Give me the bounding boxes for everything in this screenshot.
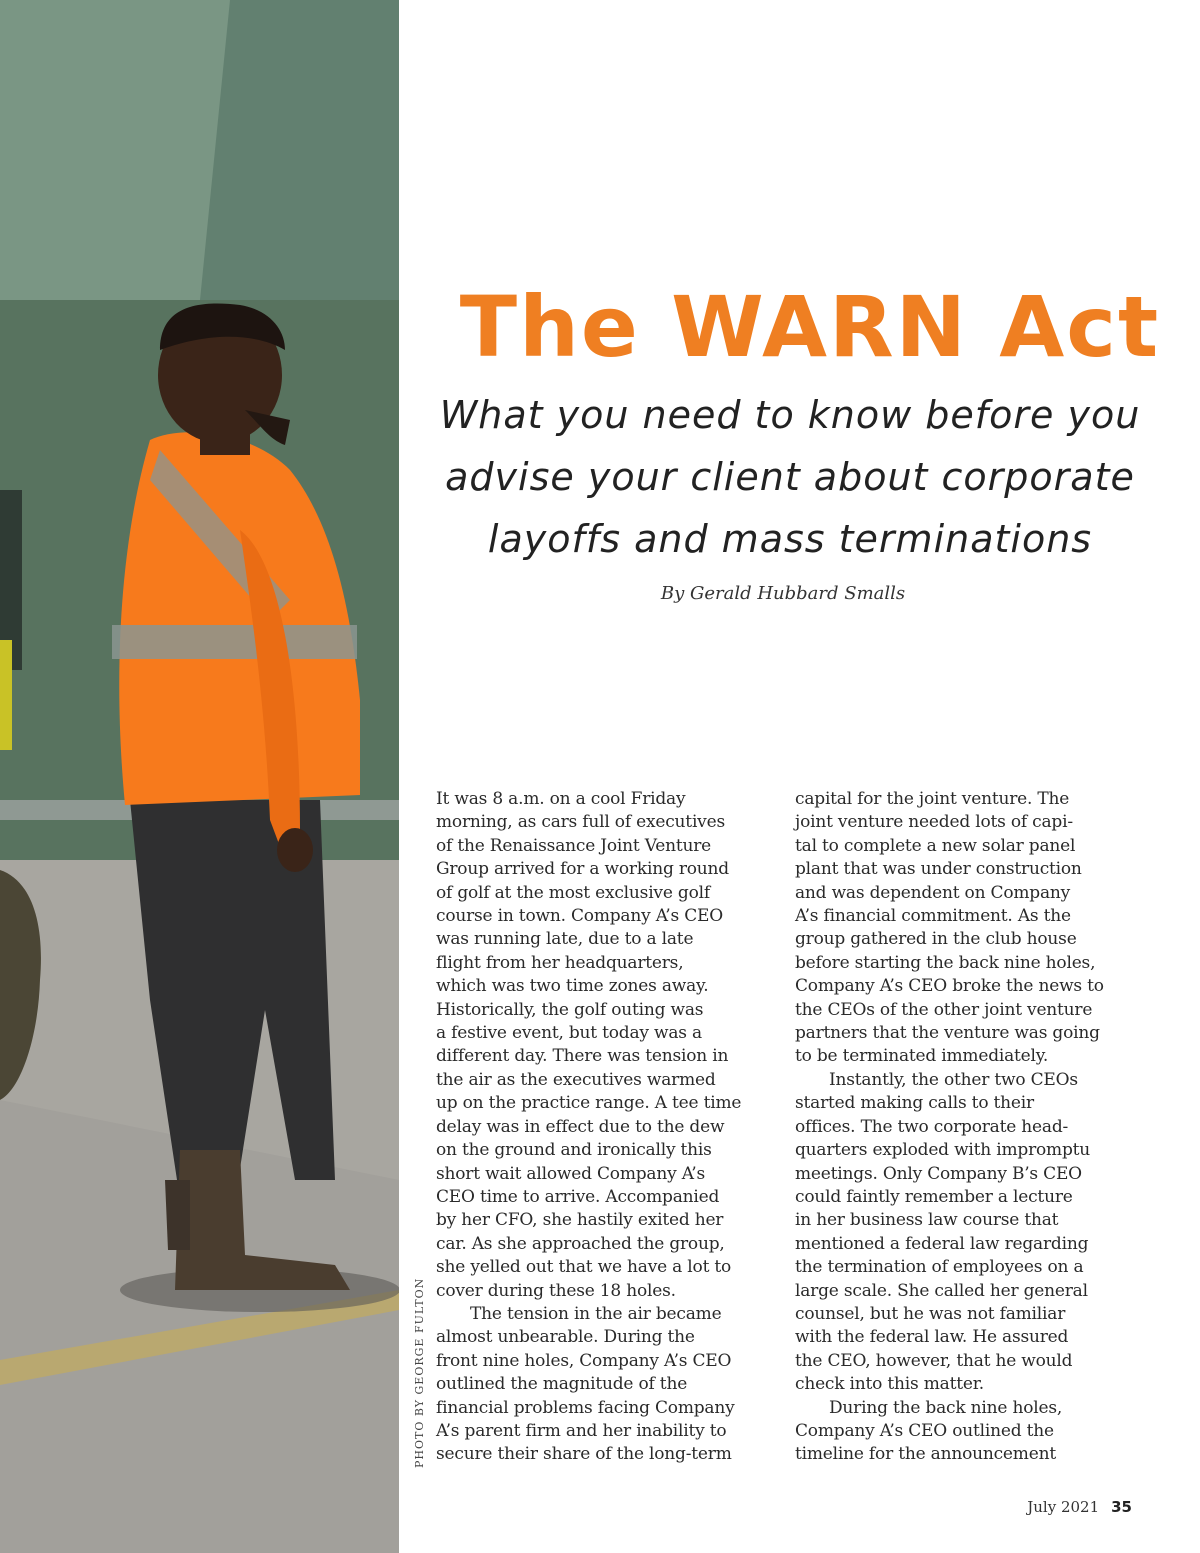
issue-date: July 2021 [1027, 1498, 1100, 1516]
body-line: check into this matter. [795, 1374, 984, 1395]
subtitle-line: advise your client about corporate [445, 455, 1135, 499]
article-title: The WARN Act [459, 278, 1161, 376]
body-line: course in town. Company A’s CEO [436, 906, 723, 927]
body-line: car. As she approached the group, [436, 1233, 725, 1254]
body-line: CEO time to arrive. Accompanied [436, 1186, 720, 1207]
body-line: she yelled out that we have a lot to [436, 1257, 732, 1278]
article-subtitle [420, 384, 1160, 570]
body-line: quarters exploded with impromptu [795, 1140, 1091, 1161]
body-line: The tension in the air became [470, 1303, 722, 1324]
body-line: delay was in effect due to the dew [436, 1116, 725, 1137]
body-line: of the Renaissance Joint Venture [436, 835, 712, 856]
body-line: outlined the magnitude of the [436, 1374, 688, 1395]
body-line: mentioned a federal law regarding [795, 1233, 1089, 1254]
subtitle-line: What you need to know before you [439, 393, 1141, 437]
cover-photo [0, 0, 399, 1553]
body-line: was running late, due to a late [436, 929, 694, 950]
body-line: with the federal law. He assured [795, 1327, 1069, 1348]
body-line: Instantly, the other two CEOs [829, 1069, 1078, 1090]
body-line: morning, as cars full of executives [436, 812, 725, 833]
body-line: the air as the executives warmed [436, 1069, 716, 1090]
body-line: flight from her headquarters, [436, 952, 684, 973]
body-line: secure their share of the long-term [436, 1444, 732, 1465]
body-line: which was two time zones away. [436, 976, 709, 997]
body-line: timeline for the announcement [795, 1444, 1056, 1465]
body-line: front nine holes, Company A’s CEO [436, 1350, 732, 1371]
body-line: cover during these 18 holes. [436, 1280, 676, 1301]
body-line: the CEOs of the other joint venture [795, 999, 1093, 1020]
body-column-right [795, 788, 1135, 1467]
body-line: in her business law course that [795, 1210, 1059, 1231]
body-line: of golf at the most exclusive golf [436, 882, 710, 903]
body-line: joint venture needed lots of capi- [795, 812, 1073, 833]
body-line: to be terminated immediately. [795, 1046, 1049, 1067]
body-line: capital for the joint venture. The [795, 789, 1070, 809]
body-line: Company A’s CEO outlined the [795, 1420, 1054, 1441]
body-line: A’s parent firm and her inability to [436, 1420, 727, 1441]
byline: By Gerald Hubbard Smalls [660, 583, 906, 604]
body-line: on the ground and ironically this [436, 1140, 712, 1161]
page-number: 35 [1111, 1498, 1132, 1516]
body-line: up on the practice range. A tee time [436, 1093, 742, 1114]
body-line: A’s financial commitment. As the [795, 906, 1071, 927]
body-line: meetings. Only Company B’s CEO [795, 1163, 1082, 1184]
body-line: different day. There was tension in [436, 1046, 729, 1067]
body-line: Historically, the golf outing was [436, 999, 704, 1020]
body-line: started making calls to their [795, 1093, 1034, 1114]
body-line: Group arrived for a working round [436, 859, 729, 880]
body-line: partners that the venture was going [795, 1023, 1100, 1044]
body-line: a festive event, but today was a [436, 1023, 702, 1044]
body-line: large scale. She called her general [795, 1280, 1088, 1301]
body-line: the termination of employees on a [795, 1257, 1084, 1278]
subtitle-line: layoffs and mass terminations [487, 517, 1093, 561]
photo-credit: PHOTO BY GEORGE FULTON [413, 1277, 426, 1468]
body-line: It was 8 a.m. on a cool Friday [436, 789, 686, 809]
body-line: before starting the back nine holes, [795, 952, 1096, 973]
body-line: tal to complete a new solar panel [795, 835, 1076, 856]
body-column-left [436, 788, 774, 1467]
body-line: group gathered in the club house [795, 929, 1077, 950]
worker-illustration [0, 0, 399, 1553]
body-line: During the back nine holes, [829, 1397, 1063, 1418]
body-line: by her CFO, she hastily exited her [436, 1210, 724, 1231]
body-line: Company A’s CEO broke the news to [795, 976, 1104, 997]
body-line: could faintly remember a lecture [795, 1186, 1073, 1207]
body-line: and was dependent on Company [795, 882, 1071, 903]
body-line: almost unbearable. During the [436, 1327, 695, 1348]
page-footer [1027, 1498, 1132, 1516]
body-line: plant that was under construction [795, 859, 1082, 880]
body-line: offices. The two corporate head- [795, 1116, 1069, 1137]
body-line: the CEO, however, that he would [795, 1350, 1073, 1371]
body-line: short wait allowed Company A’s [436, 1163, 706, 1184]
body-line: counsel, but he was not familiar [795, 1303, 1066, 1324]
body-line: financial problems facing Company [436, 1397, 735, 1418]
